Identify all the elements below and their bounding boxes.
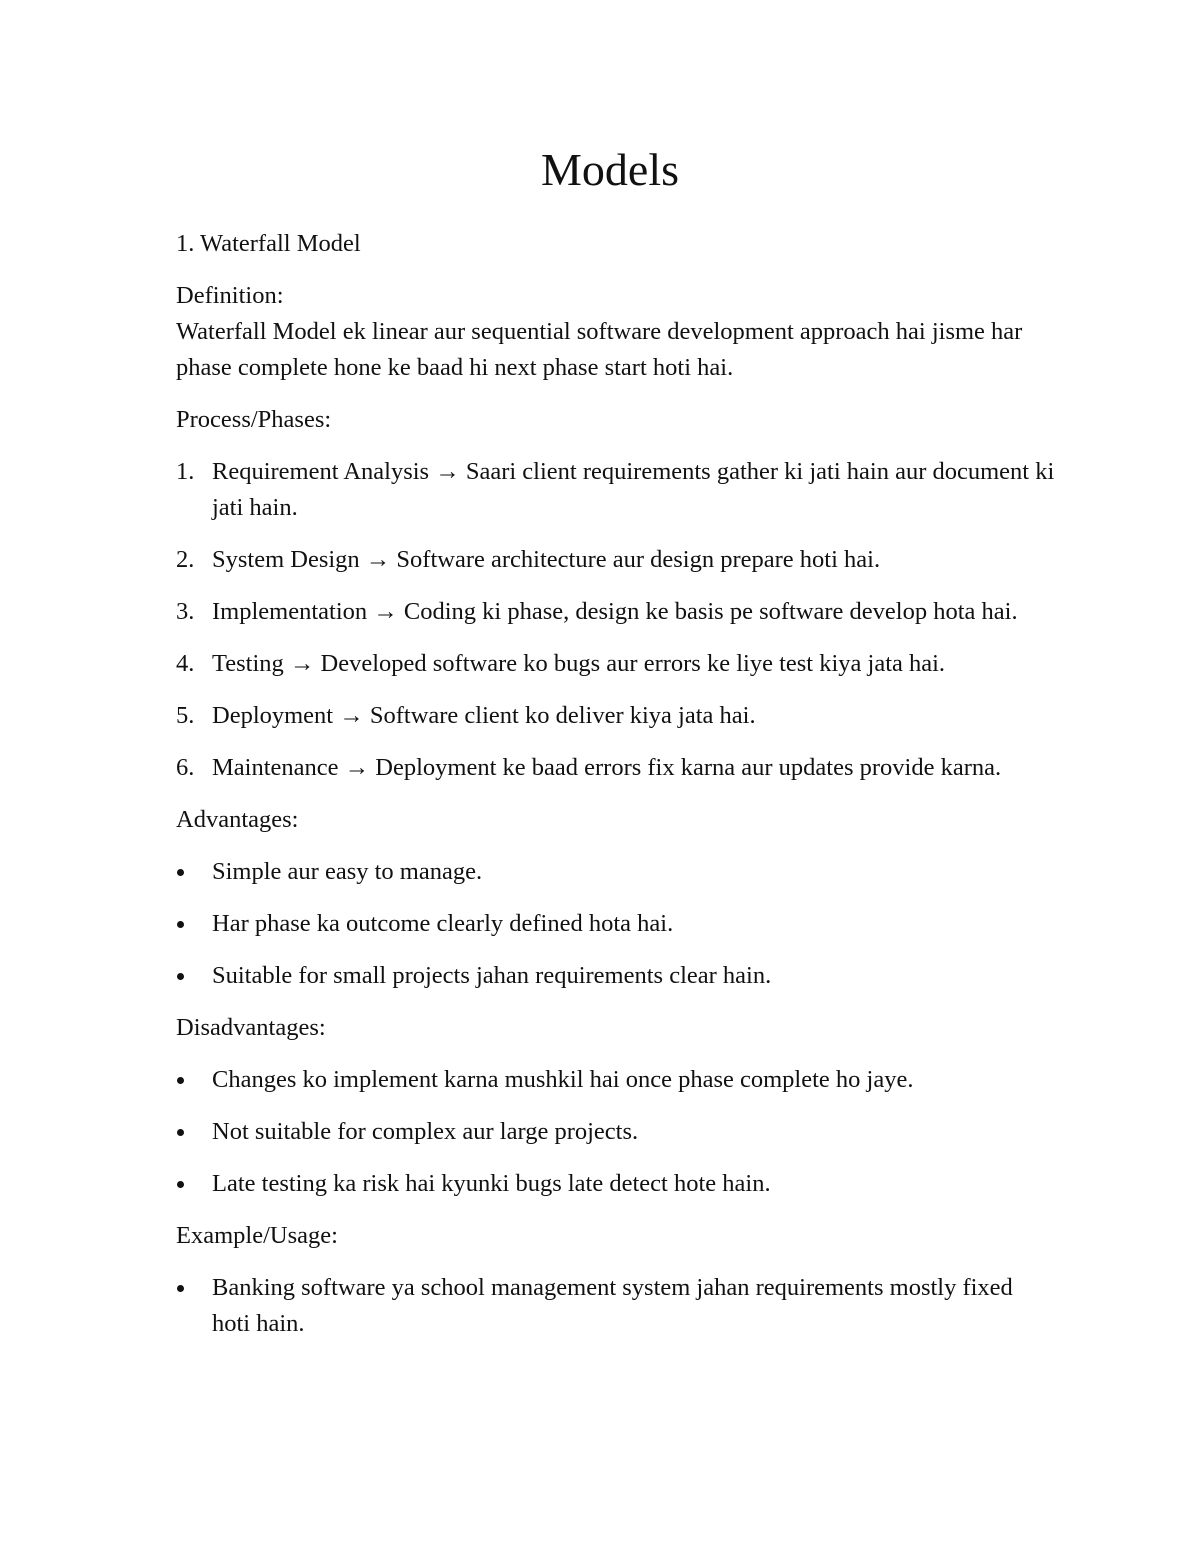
advantage-text: Har phase ka outcome clearly defined hota hai. [212, 910, 674, 937]
process-item-number: 4. [176, 650, 195, 677]
page-title: Models [541, 144, 679, 195]
process-item [176, 750, 1056, 786]
process-item-text: Maintenance → Deployment ke baad errors fix karna aur updates provide karna. [212, 754, 1002, 781]
disadvantage-text: Not suitable for complex aur large projects. [212, 1118, 639, 1145]
disadvantages-label: Disadvantages: [176, 1014, 326, 1041]
disadvantage-text: Changes ko implement karna mushkil hai once phase complete ho jaye. [212, 1066, 914, 1093]
disadvantage-text: Late testing ka risk hai kyunki bugs late detect hote hain. [212, 1170, 771, 1197]
process-item-number: 6. [176, 754, 195, 781]
process-item [176, 542, 1056, 578]
process-item-text: Deployment → Software client ko deliver kiya jata hai. [212, 702, 756, 729]
disadvantage-item [176, 1062, 1056, 1098]
advantage-item [176, 958, 1056, 994]
section-heading: 1. Waterfall Model [176, 230, 361, 257]
example-label: Example/Usage: [176, 1222, 338, 1249]
bullet-icon [177, 869, 184, 876]
process-item [176, 646, 1056, 682]
advantage-text: Simple aur easy to manage. [212, 858, 483, 885]
example-item [176, 1270, 1056, 1342]
example-list [176, 1270, 1056, 1342]
advantages-label: Advantages: [176, 806, 299, 833]
document-page [176, 142, 1056, 1358]
advantage-item [176, 906, 1056, 942]
definition-text: Waterfall Model ek linear aur sequential software development approach hai jisme har phase complete hone ke baad hi next phase start hoti hai. [176, 318, 1023, 381]
bullet-icon [177, 1129, 184, 1136]
disadvantage-item [176, 1166, 1056, 1202]
process-list [176, 454, 1056, 786]
process-item-number: 3. [176, 598, 195, 625]
process-item-text: Requirement Analysis → Saari client requirements gather ki jati hain aur document ki jati hain. [212, 458, 1055, 521]
process-item [176, 698, 1056, 734]
process-item [176, 454, 1056, 526]
bullet-icon [177, 921, 184, 928]
disadvantages-list [176, 1062, 1056, 1202]
process-item [176, 594, 1056, 630]
bullet-icon [177, 973, 184, 980]
process-item-text: System Design → Software architecture aur design prepare hoti hai. [212, 546, 881, 573]
definition-label: Definition: [176, 282, 284, 309]
advantages-list [176, 854, 1056, 994]
bullet-icon [177, 1077, 184, 1084]
advantage-item [176, 854, 1056, 890]
process-item-number: 5. [176, 702, 195, 729]
example-text: Banking software ya school management system jahan requirements mostly fixed hoti hain. [212, 1274, 1013, 1337]
advantage-text: Suitable for small projects jahan requirements clear hain. [212, 962, 772, 989]
bullet-icon [177, 1285, 184, 1292]
process-item-number: 2. [176, 546, 195, 573]
disadvantage-item [176, 1114, 1056, 1150]
process-label: Process/Phases: [176, 406, 332, 433]
bullet-icon [177, 1181, 184, 1188]
process-item-number: 1. [176, 458, 195, 485]
process-item-text: Implementation → Coding ki phase, design ke basis pe software develop hota hai. [212, 598, 1018, 625]
process-item-text: Testing → Developed software ko bugs aur errors ke liye test kiya jata hai. [212, 650, 946, 677]
